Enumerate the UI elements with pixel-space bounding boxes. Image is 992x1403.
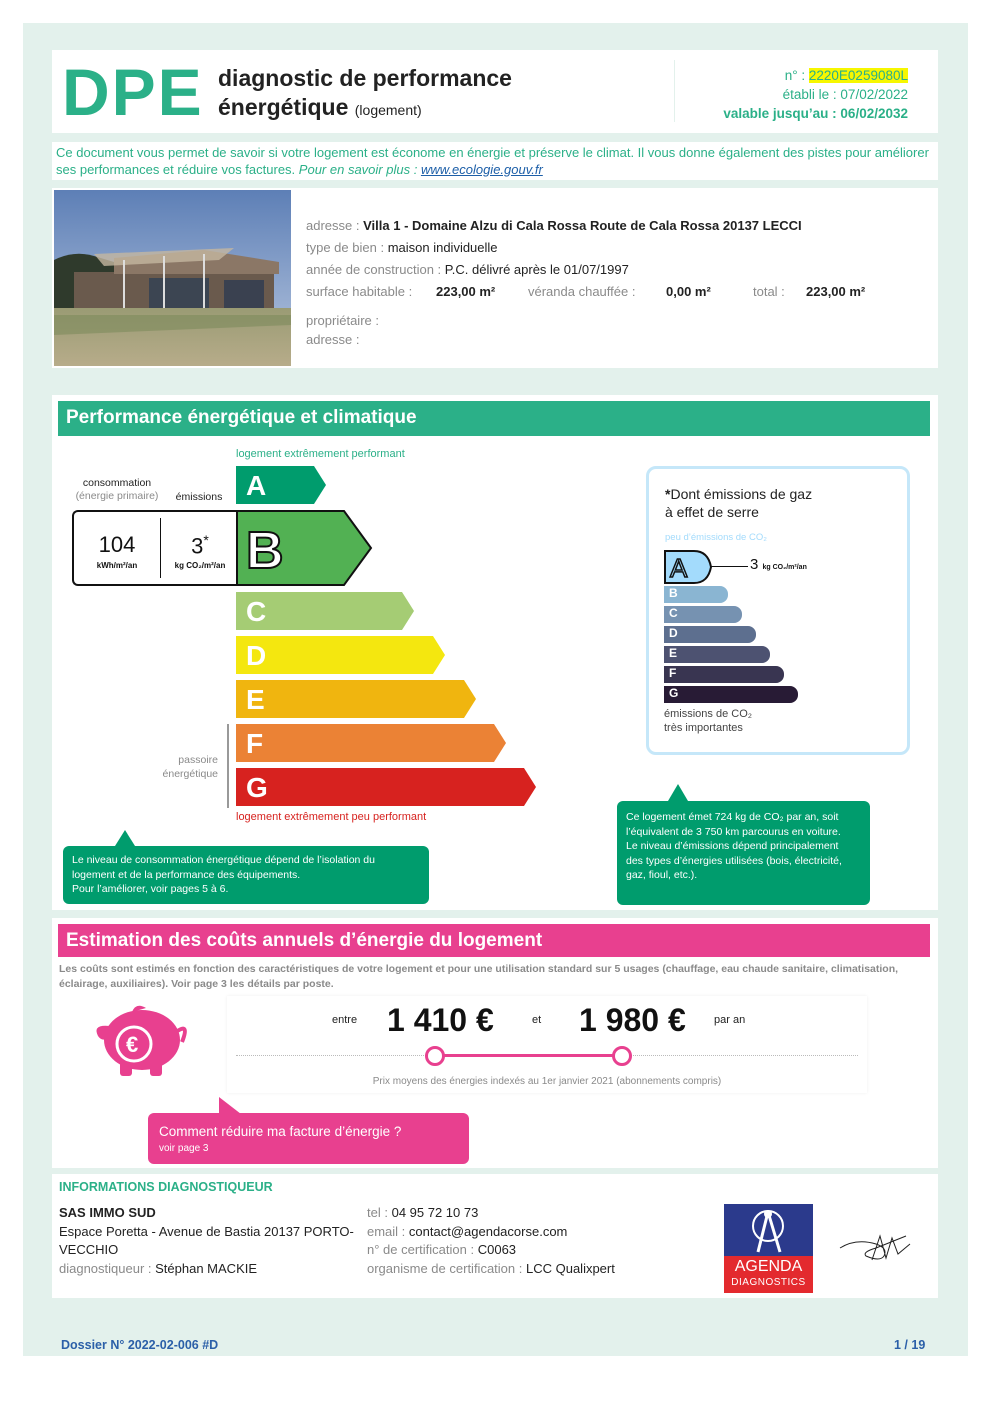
intro-text: Ce document vous permet de savoir si votre logement est économe en énergie et préserve le climat. Il vous donne également des pistes pour améliorer ses performances et réduire vos factures.	[56, 145, 929, 177]
emissions-info-bubble	[617, 801, 870, 905]
energy-class-f-bar	[236, 724, 506, 762]
certification-number: C0063	[477, 1242, 517, 1257]
dpe-logo: DPE	[62, 55, 204, 129]
energy-class-g-letter: G	[246, 772, 268, 803]
owner-label: propriétaire :	[306, 313, 379, 328]
energy-class-f-letter: F	[246, 728, 264, 759]
ges-class-b-letter: B	[669, 586, 678, 600]
ges-bottom-label: émissions de CO₂ très importantes	[664, 708, 753, 734]
ges-class-c-letter: C	[669, 606, 678, 620]
consumption-unit: kWh/m²/an	[96, 561, 138, 570]
ges-class-f-bar	[664, 666, 784, 683]
energy-class-g-bar	[236, 768, 536, 806]
bubble-left-pointer	[115, 830, 135, 846]
emissions-label: émissions	[175, 491, 223, 503]
emissions-unit: kg CO₂/m²/an	[174, 561, 226, 570]
diagnostician-card: INFORMATIONS DIAGNOSTIQUEUR SAS IMMO SUD Espace Poretta - Avenue de Bastia 20137 PORTO- VECCHIO diagnostiqueur : Stéphan MACKIE tel : 04 95 72 10 73 email : contact@agendacorse.com n° de certification : C0063 organisme de certification : LCC Qualixpert AGENDA DIAGNOSTICS	[52, 1174, 938, 1298]
bubble-right-pointer	[668, 784, 688, 801]
passoire-label: passoire énergétique	[162, 754, 218, 780]
ges-class-b-bar	[664, 586, 728, 603]
energy-class-e-letter: E	[246, 684, 265, 715]
ecologie-link[interactable]: www.ecologie.gouv.fr	[420, 161, 543, 177]
property-details: adresse : Villa 1 - Domaine Alzu di Cala Rossa Route de Cala Rossa 20137 LECCI type de bien : maison individuelle année de construction : P.C. délivré après le 01/07/1997 surface habitable : 223,00 m² véranda chauffée : 0,00 m² total : 223,00 m² propriétaire : adresse :	[306, 215, 926, 349]
ges-class-d-letter: D	[669, 626, 678, 640]
per-year-label: par an	[714, 1014, 746, 1026]
and-label: et	[532, 1014, 542, 1026]
current-class-letter: B	[246, 522, 284, 580]
signature	[836, 1226, 916, 1266]
ges-class-f-letter: F	[669, 666, 677, 680]
owner-address-label: adresse :	[306, 332, 360, 347]
energy-class-d-letter: D	[246, 640, 267, 671]
cta-pointer	[219, 1097, 241, 1114]
property-card	[52, 188, 938, 368]
piggy-bank-icon	[90, 1002, 190, 1082]
surface-value: 223,00 m²	[436, 284, 496, 299]
consumption-info-line: Pour l’améliorer, voir pages 5 à 6.	[72, 883, 229, 895]
construction-year: P.C. délivré après le 01/07/1997	[444, 262, 629, 277]
energy-class-d-bar	[236, 636, 445, 674]
consumption-info-bubble	[63, 846, 429, 904]
dossier-number: Dossier N° 2022-02-006 #D	[61, 1338, 219, 1352]
ges-top-label: peu d’émissions de CO₂	[665, 532, 767, 543]
ges-class-g-bar	[664, 686, 798, 703]
document-number: n° : 2220E0259080L établi le : 07/02/2022 valable jusqu’au : 06/02/2032	[723, 68, 908, 121]
ges-value: 3 kg CO₂/m²/an	[750, 556, 807, 573]
diagnostician-heading: INFORMATIONS DIAGNOSTIQUEUR	[59, 1180, 273, 1194]
intro-card	[52, 142, 938, 180]
emissions-info-line: Le niveau d’émissions dépend principalement	[626, 840, 839, 852]
total-surface: 223,00 m²	[806, 284, 866, 299]
scale-top-label: logement extrêmement performant	[236, 448, 405, 460]
energy-class-c-bar	[236, 592, 414, 630]
cost-min: 1 410 €	[387, 1002, 494, 1038]
phone-number: 04 95 72 10 73	[391, 1205, 479, 1220]
email-address[interactable]: contact@agendacorse.com	[408, 1223, 568, 1239]
ges-class-e-letter: E	[669, 646, 678, 660]
energy-class-c-letter: C	[246, 596, 267, 627]
ges-class-g-letter: G	[669, 686, 679, 700]
consumption-label: consommation (énergie primaire)	[75, 477, 159, 502]
range-segment	[435, 1054, 622, 1057]
diagnostician-name: Stéphan MACKIE	[155, 1260, 258, 1276]
header-card	[52, 50, 938, 133]
property-type: maison individuelle	[387, 240, 498, 255]
current-class-arrow	[236, 510, 374, 586]
prices-note: Prix moyens des énergies indexés au 1er janvier 2021 (abonnements compris)	[372, 1076, 722, 1087]
agenda-logo: AGENDA DIAGNOSTICS	[724, 1204, 813, 1293]
ges-title: *Dont émissions de gaz à effet de serre	[665, 486, 813, 520]
emissions-info-line: des types d’énergies utilisées (bois, électricité,	[626, 854, 842, 867]
emissions-info-line: Ce logement émet 724 kg de CO₂ par an, soit	[626, 811, 839, 823]
certification-org: LCC Qualixpert	[525, 1260, 615, 1276]
performance-heading: Performance énergétique et climatique	[58, 401, 930, 436]
svg-text:A: A	[670, 553, 688, 583]
reduce-bill-button[interactable]: Comment réduire ma facture d’énergie ? voir page 3	[148, 1113, 469, 1164]
range-max-marker	[612, 1046, 632, 1066]
between-label: entre	[332, 1014, 358, 1026]
emissions-info-line: gaz, fioul, etc.).	[626, 869, 698, 881]
property-photo	[54, 190, 291, 366]
ges-current-marker	[664, 550, 714, 584]
svg-text:€: €	[126, 1032, 139, 1057]
company-address: Espace Poretta - Avenue de Bastia 20137 PORTO-	[59, 1223, 354, 1239]
ges-class-c-bar	[664, 606, 742, 623]
header-divider	[674, 60, 675, 122]
range-min-marker	[425, 1046, 445, 1066]
consumption-value: 104	[98, 532, 136, 557]
ges-class-d-bar	[664, 626, 756, 643]
ges-value-line	[710, 566, 748, 567]
passoire-bracket	[227, 724, 229, 808]
veranda-value: 0,00 m²	[666, 284, 711, 299]
scale-bottom-label: logement extrêmement peu performant	[236, 811, 427, 823]
emissions-info-line: l’équivalent de 3 750 km parcourus en voiture.	[626, 825, 841, 838]
current-class-box	[72, 510, 240, 586]
intro-more-label: Pour en savoir plus :	[298, 161, 418, 177]
energy-class-a-letter: A	[246, 470, 267, 501]
company-name: SAS IMMO SUD	[59, 1205, 156, 1220]
costs-heading: Estimation des coûts annuels d’énergie du logement	[58, 924, 930, 957]
document-title: diagnostic de performance énergétique (logement)	[218, 65, 512, 120]
consumption-info-line: Le niveau de consommation énergétique dépend de l’isolation du	[72, 854, 375, 866]
emissions-value: 3*	[191, 532, 209, 559]
page-number: 1 / 19	[894, 1338, 926, 1352]
costs-description: Les coûts sont estimés en fonction des caractéristiques de votre logement et pour une utilisation standard sur 5 usages (chauffage, eau chaude sanitaire, climatisation, éclairage, auxiliaires). Voir page 3 les détails par poste.	[59, 963, 899, 990]
ges-class-e-bar	[664, 646, 770, 663]
property-address: Villa 1 - Domaine Alzu di Cala Rossa Route de Cala Rossa 20137 LECCI	[363, 218, 802, 233]
energy-class-a-bar	[236, 466, 326, 504]
consumption-info-line: logement et de la performance des équipements.	[72, 868, 301, 881]
cost-max: 1 980 €	[579, 1002, 686, 1038]
energy-class-e-bar	[236, 680, 476, 718]
